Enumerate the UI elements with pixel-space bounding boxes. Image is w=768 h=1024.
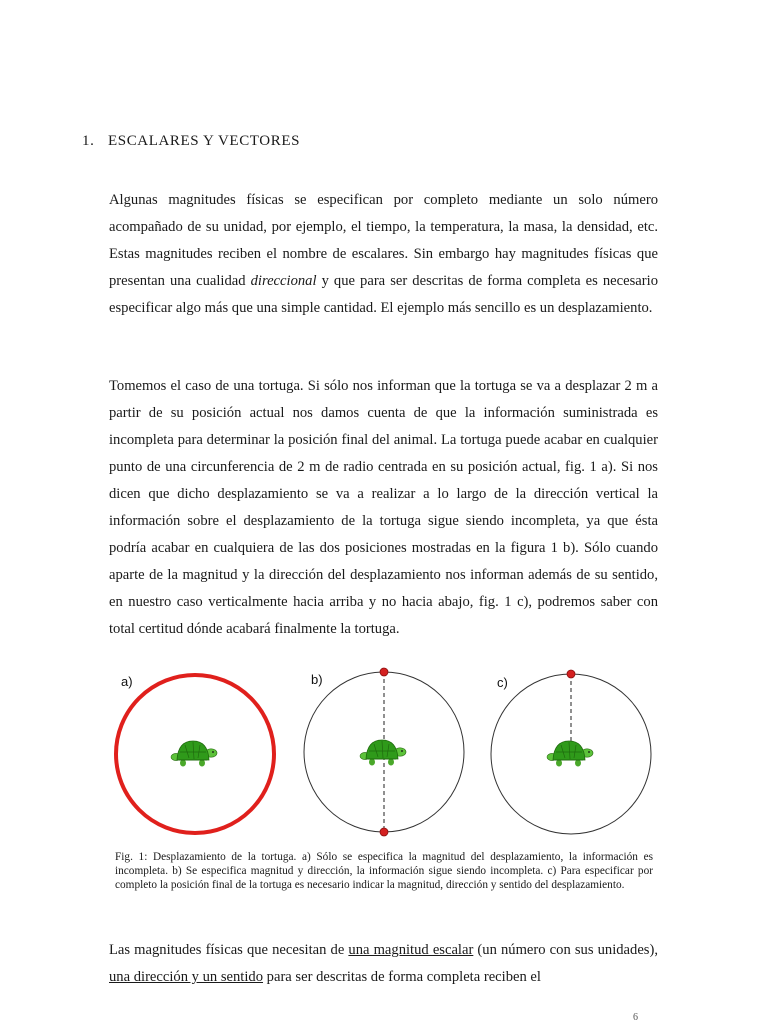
paragraph-text: (un número con sus unidades), [473, 942, 658, 958]
turtle-icon-c [547, 741, 593, 767]
section-number: 1. [82, 133, 95, 149]
figure-label-a: a) [121, 674, 133, 689]
turtle-icon-a [171, 741, 217, 767]
paragraph-turtle-example: Tomemos el caso de una tortuga. Si sólo nos informan que la tortuga se va a desplazar 2 m a partir de su posición actual nos damos cuenta de que la información suministrada es incompleta para determinar la posición final del animal. La tortuga puede acabar en cualquier punto de una circunferencia de 2 m de radio centrada en su posición actual, fig. 1 a). Si nos dicen que dicho desplazamiento se va a realizar a lo largo de la dirección vertical la información sobre el desplazamiento de la tortuga sigue siendo incompleta, ya que ésta podría acabar en cualquiera de las dos posiciones mostradas en la figura 1 b). Sólo cuando aparte de la magnitud y la dirección del desplazamiento nos informan además de su sentido, en nuestro caso verticalmente hacia arriba y no hacia abajo, fig. 1 c), podremos saber con total certitud dónde acabará finalmente la tortuga. [109, 378, 658, 637]
endpoint-top-b [380, 668, 388, 676]
figure-drawing [0, 660, 768, 840]
italic-term: direccional [250, 273, 317, 289]
paragraph-scalars [109, 187, 658, 322]
paragraph-text: Algunas magnitudes físicas se especifican por completo mediante un solo número acompañado de su unidad, por ejemplo, el tiempo, la temperatura, la masa, la densidad, etc. Estas magnitudes reciben el nombre de escalares. Sin embargo hay magnitudes físicas que presentan una cualidad [109, 192, 658, 289]
figure-label-c: c) [497, 675, 508, 690]
paragraph-text: Las magnitudes físicas que necesitan de [109, 942, 349, 958]
endpoint-bottom-b [380, 828, 388, 836]
endpoint-top-c [567, 670, 575, 678]
paragraph-text: para ser descritas de forma completa reciben el [263, 969, 541, 985]
section-heading [82, 133, 300, 150]
figure-turtle-displacement [0, 660, 768, 840]
figure-label-b: b) [311, 672, 323, 687]
turtle-icon-b [360, 740, 406, 766]
paragraph-vectors-definition [109, 937, 658, 991]
figure-caption: Fig. 1: Desplazamiento de la tortuga. a) Sólo se especifica la magnitud del desplazamiento, la información es incompleta. b) Se especifica magnitud y dirección, la información sigue siendo incompleta. c) Para especificar por completo la posición final de la tortuga es necesario indicar la magnitud, dirección y sentido del desplazamiento. [115, 851, 653, 891]
underlined-term: una dirección y un sentido [109, 969, 264, 985]
page-number: 6 [633, 1012, 638, 1023]
section-title: ESCALARES Y VECTORES [108, 133, 301, 149]
paragraph-text: y que para ser descritas de forma completa es necesario especificar algo más que una simple cantidad. El ejemplo más sencillo es un desplazamiento. [109, 273, 658, 316]
underlined-term: una magnitud escalar [348, 942, 474, 958]
